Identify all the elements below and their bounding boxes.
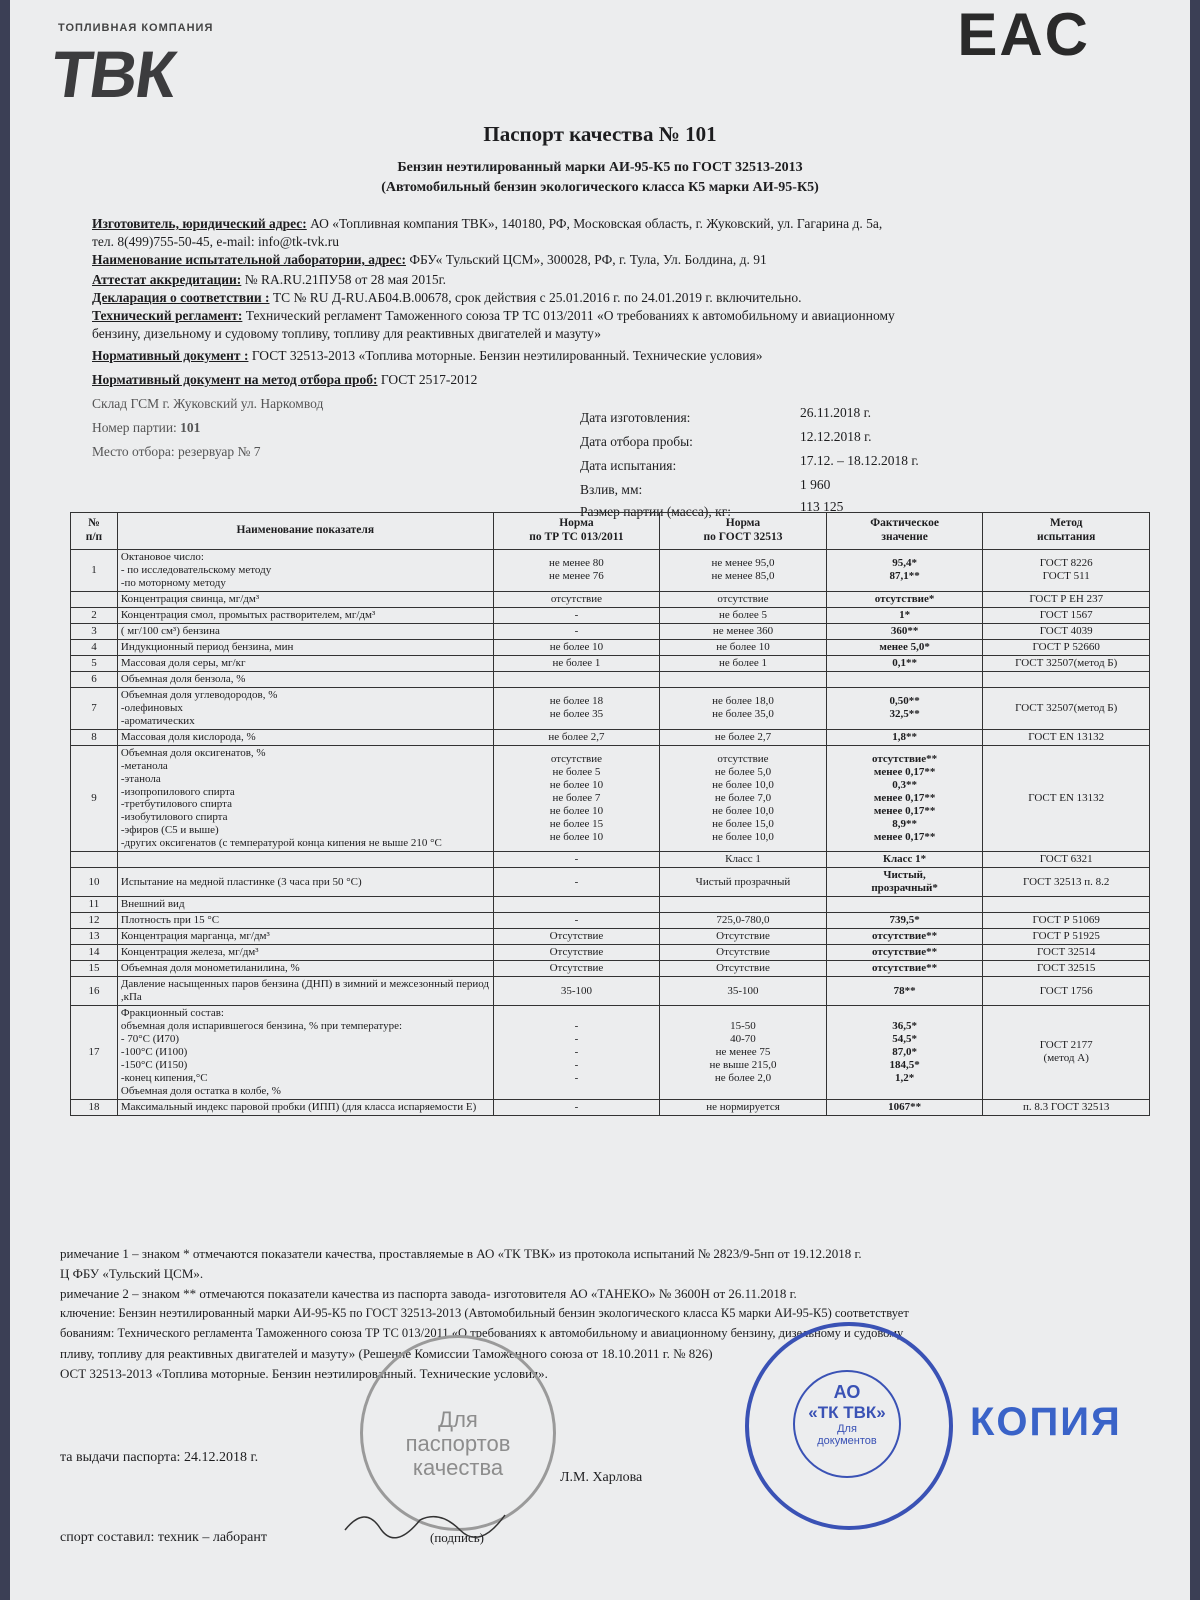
cell-indicator: Объемная доля оксигенатов, % -метанола -этанола -изопропилового спирта -третбутилового спирта -изобутилового спирта -эфиров (С5 и выше) -других оксигенатов (с температурой конца кипения не выше 210 °С — [117, 745, 493, 852]
table-row — [71, 977, 1150, 1006]
place-line — [92, 444, 261, 460]
cell-method — [983, 897, 1150, 913]
cell-number: 8 — [71, 729, 118, 745]
cell-actual: отсутствие** менее 0,17** 0,3** менее 0,17** менее 0,17** 8,9** менее 0,17** — [826, 745, 983, 852]
manufacturer-value: АО «Топливная компания ТВК», 140180, РФ, Московская область, г. Жуковский, ул. Гагарина д. 5а, — [306, 216, 883, 231]
cell-method: ГОСТ 2177 (метод А) — [983, 1006, 1150, 1100]
table-row — [71, 729, 1150, 745]
cell-indicator: Массовая доля серы, мг/кг — [117, 655, 493, 671]
table-body — [71, 550, 1150, 1116]
lab-value: ФБУ« Тульский ЦСМ», 300028, РФ, г. Тула, Ул. Болдина, д. 91 — [405, 252, 767, 267]
regulation-label: Технический регламент: — [92, 308, 243, 323]
normative-value: ГОСТ 32513-2013 «Топлива моторные. Бензин неэтилированный. Технические условия» — [248, 348, 763, 363]
blue-stamp-line-2: «ТК ТВК» — [808, 1403, 886, 1422]
logo-subtitle: ТОПЛИВНАЯ КОМПАНИЯ — [58, 22, 214, 34]
meta-value-manufacture-date: 26.11.2018 г. — [800, 405, 872, 420]
cell-actual — [826, 671, 983, 687]
cell-actual: 95,4* 87,1** — [826, 550, 983, 592]
cell-norm-tr: - — [493, 607, 660, 623]
cell-norm-tr: - — [493, 623, 660, 639]
cell-norm-gost: не более 1 — [660, 655, 827, 671]
cell-norm-tr: - — [493, 852, 660, 868]
cell-norm-gost: не нормируется — [660, 1099, 827, 1115]
cell-norm-tr: не более 1 — [493, 655, 660, 671]
cell-actual: 1* — [826, 607, 983, 623]
sampling-line — [92, 372, 477, 388]
header-actual: Фактическое значение — [826, 513, 983, 550]
cell-indicator: Массовая доля кислорода, % — [117, 729, 493, 745]
cell-actual: отсутствие** — [826, 929, 983, 945]
cell-method: ГОСТ Р ЕН 237 — [983, 591, 1150, 607]
cell-actual: 0,50** 32,5** — [826, 687, 983, 729]
cell-method: ГОСТ 6321 — [983, 852, 1150, 868]
cell-method: ГОСТ 32507(метод Б) — [983, 687, 1150, 729]
cell-indicator: Объемная доля монометиланилина, % — [117, 961, 493, 977]
header-norm-tr: Норма по ТР ТС 013/2011 — [493, 513, 660, 550]
cell-norm-tr: отсутствие — [493, 591, 660, 607]
sampling-value: ГОСТ 2517-2012 — [377, 372, 478, 387]
cell-actual: отсутствие** — [826, 945, 983, 961]
cell-actual: менее 5,0* — [826, 639, 983, 655]
meta-value-sampling-date: 12.12.2018 г. — [800, 429, 872, 444]
cell-norm-gost: не более 5 — [660, 607, 827, 623]
cell-actual: 1067** — [826, 1099, 983, 1115]
cell-norm-tr: - - - - - — [493, 1006, 660, 1100]
blue-stamp-center — [793, 1370, 901, 1478]
cell-method: ГОСТ EN 13132 — [983, 745, 1150, 852]
cell-norm-gost: Чистый прозрачный — [660, 868, 827, 897]
cell-indicator: Концентрация железа, мг/дм³ — [117, 945, 493, 961]
accreditation-line — [92, 272, 446, 288]
table-row — [71, 550, 1150, 592]
place-value: резервуар № 7 — [177, 444, 261, 459]
table-row — [71, 639, 1150, 655]
cell-number: 4 — [71, 639, 118, 655]
cell-norm-gost: Класс 1 — [660, 852, 827, 868]
cell-number: 2 — [71, 607, 118, 623]
batch-value: 101 — [180, 420, 201, 435]
cell-indicator: Объемная доля бензола, % — [117, 671, 493, 687]
table-row — [71, 607, 1150, 623]
subtitle-line-1: Бензин неэтилированный марки АИ-95-К5 по ГОСТ 32513-2013 — [397, 160, 803, 175]
grey-stamp-text: Для паспортов качества — [405, 1407, 511, 1481]
cell-norm-tr: отсутствие не более 5 не более 10 не более 7 не более 10 не более 15 не более 10 — [493, 745, 660, 852]
table-row — [71, 868, 1150, 897]
cell-actual: 1,8** — [826, 729, 983, 745]
cell-indicator: Индукционный период бензина, мин — [117, 639, 493, 655]
cell-method: ГОСТ Р 51925 — [983, 929, 1150, 945]
blue-stamp-line-3: Для документов — [817, 1423, 877, 1447]
cell-method: ГОСТ 32513 п. 8.2 — [983, 868, 1150, 897]
conclusion-line-2: бованиям: Технического регламента Таможенного союза ТР ТС 013/2011 «О требованиях к автомобильному и авиационному бензину, дизельному и судовому — [60, 1326, 904, 1340]
cell-actual — [826, 897, 983, 913]
table-row — [71, 1099, 1150, 1115]
conclusion-line-4: ОСТ 32513-2013 «Топлива моторные. Бензин неэтилированный. Технические условия». — [60, 1366, 548, 1381]
table-row — [71, 655, 1150, 671]
table-row — [71, 745, 1150, 852]
cell-indicator — [117, 852, 493, 868]
cell-actual: Чистый, прозрачный* — [826, 868, 983, 897]
note-1: римечание 1 – знаком * отмечаются показатели качества, проставляемые в АО «ТК ТВК» из протокола испытаний № 2823/9-5нп от 19.12.2018 г. — [60, 1246, 862, 1261]
cell-method: ГОСТ 32514 — [983, 945, 1150, 961]
cell-indicator: Внешний вид — [117, 897, 493, 913]
cell-norm-gost: не менее 95,0 не менее 85,0 — [660, 550, 827, 592]
cell-number: 15 — [71, 961, 118, 977]
document-sheet — [10, 0, 1190, 1600]
table-row — [71, 1006, 1150, 1100]
cell-indicator: Плотность при 15 °С — [117, 913, 493, 929]
cell-indicator: Давление насыщенных паров бензина (ДНП) в зимний и межсезонный период ,кПа — [117, 977, 493, 1006]
cell-norm-tr: не более 18 не более 35 — [493, 687, 660, 729]
regulation-line — [92, 308, 895, 324]
cell-norm-tr — [493, 897, 660, 913]
cell-indicator: Максимальный индекс паровой пробки (ИПП) (для класса испаряемости Е) — [117, 1099, 493, 1115]
meta-label-manufacture-date: Дата изготовления: — [580, 410, 691, 425]
composed-by: спорт составил: техник – лаборант — [60, 1530, 267, 1545]
cell-norm-gost: не более 10 — [660, 639, 827, 655]
cell-norm-gost: отсутствие — [660, 591, 827, 607]
cell-norm-gost: не менее 360 — [660, 623, 827, 639]
declaration-label: Декларация о соответствии : — [92, 290, 270, 305]
accreditation-label: Аттестат аккредитации: — [92, 272, 242, 287]
cell-norm-gost: Отсутствие — [660, 961, 827, 977]
table-row — [71, 623, 1150, 639]
cell-method: ГОСТ 1756 — [983, 977, 1150, 1006]
cell-actual: отсутствие** — [826, 961, 983, 977]
lab-line — [92, 252, 767, 268]
note-2: римечание 2 – знаком ** отмечаются показатели качества из паспорта завода- изготовителя АО «ТАНЕКО» № 3600Н от 26.11.2018 г. — [60, 1286, 797, 1301]
cell-number: 9 — [71, 745, 118, 852]
meta-label-test-date: Дата испытания: — [580, 458, 677, 473]
quality-table — [70, 512, 1150, 1116]
header-method: Метод испытания — [983, 513, 1150, 550]
cell-number: 10 — [71, 868, 118, 897]
cell-indicator: Концентрация марганца, мг/дм³ — [117, 929, 493, 945]
normative-line — [92, 348, 763, 364]
meta-label-batch-size: Размер партии (масса), кг: — [580, 504, 731, 519]
blue-stamp-line-1: АО — [833, 1382, 861, 1402]
cell-actual: 739,5* — [826, 913, 983, 929]
cell-number: 11 — [71, 897, 118, 913]
header-number: № п/п — [71, 513, 118, 550]
declaration-line — [92, 290, 801, 306]
table-row — [71, 671, 1150, 687]
table-row — [71, 961, 1150, 977]
table-header-row — [71, 513, 1150, 550]
batch-line — [92, 420, 200, 436]
meta-label-sampling-date: Дата отбора пробы: — [580, 434, 693, 449]
cell-norm-tr: не более 2,7 — [493, 729, 660, 745]
conclusion-line-3: пливу, топливу для реактивных двигателей и мазуту» (Решение Комиссии Таможенного союза от 18.10.2011 г. № 826) — [60, 1346, 713, 1361]
cell-norm-gost: 725,0-780,0 — [660, 913, 827, 929]
cell-actual: 36,5* 54,5* 87,0* 184,5* 1,2* — [826, 1006, 983, 1100]
cell-norm-tr: не менее 80 не менее 76 — [493, 550, 660, 592]
cell-norm-tr: - — [493, 868, 660, 897]
table-row — [71, 591, 1150, 607]
cell-norm-tr: 35-100 — [493, 977, 660, 1006]
header-norm-gost: Норма по ГОСТ 32513 — [660, 513, 827, 550]
cell-actual: 78** — [826, 977, 983, 1006]
logo-mark: ТВК — [46, 37, 180, 111]
cell-method: ГОСТ 32515 — [983, 961, 1150, 977]
cell-method — [983, 671, 1150, 687]
cell-number — [71, 591, 118, 607]
declaration-value: ТС № RU Д-RU.АБ04.В.00678, срок действия с 25.01.2016 г. по 24.01.2019 г. включительно. — [269, 290, 802, 305]
cell-norm-tr: Отсутствие — [493, 961, 660, 977]
manufacturer-label: Изготовитель, юридический адрес: — [92, 216, 307, 231]
meta-label-level: Взлив, мм: — [580, 482, 643, 497]
meta-value-batch-size: 113 125 — [800, 499, 844, 514]
manufacturer-line — [92, 216, 882, 232]
cell-number: 6 — [71, 671, 118, 687]
conclusion-line: ключение: Бензин неэтилированный марки АИ-95-К5 по ГОСТ 32513-2013 (Автомобильный бензин экологического класса К5 марки АИ-95-К5) соответствует — [60, 1306, 909, 1320]
cell-method: ГОСТ EN 13132 — [983, 729, 1150, 745]
meta-value-test-date: 17.12. – 18.12.2018 г. — [800, 453, 919, 468]
cell-actual: отсутствие* — [826, 591, 983, 607]
accreditation-value: № RA.RU.21ПУ58 от 28 мая 2015г. — [241, 272, 447, 287]
cell-indicator: Концентрация смол, промытых растворителем, мг/дм³ — [117, 607, 493, 623]
company-logo — [46, 22, 292, 112]
subtitle-line-2: (Автомобильный бензин экологического класса К5 марки АИ-95-К5) — [381, 180, 819, 195]
warehouse-line: Склад ГСМ г. Жуковский ул. Наркомвод — [92, 396, 324, 411]
cell-norm-gost: Отсутствие — [660, 945, 827, 961]
cell-number: 3 — [71, 623, 118, 639]
batch-label: Номер партии: — [92, 420, 181, 435]
phone-line: тел. 8(499)755-50-45, e-mail: info@tk-tvk.ru — [92, 234, 340, 249]
cell-indicator: Октановое число: - по исследовательскому методу -по моторному методу — [117, 550, 493, 592]
cell-norm-tr: Отсутствие — [493, 929, 660, 945]
cell-indicator: Испытание на медной пластинке (3 часа при 50 °С) — [117, 868, 493, 897]
place-label: Место отбора: — [92, 444, 178, 459]
cell-norm-tr: - — [493, 913, 660, 929]
cell-norm-gost: 35-100 — [660, 977, 827, 1006]
cell-method: п. 8.3 ГОСТ 32513 — [983, 1099, 1150, 1115]
cell-norm-gost: не более 2,7 — [660, 729, 827, 745]
copy-mark: КОПИЯ — [970, 1400, 1122, 1444]
cell-indicator: ( мг/100 см³) бензина — [117, 623, 493, 639]
regulation-value: Технический регламент Таможенного союза ТР ТС 013/2011 «О требованиях к автомобильному и авиационному — [242, 308, 895, 323]
cell-indicator: Фракционный состав: объемная доля испарившегося бензина, % при температуре: - 70°С (И70) -100°С (И100) -150°С (И150) -конец кипения,°С Объемная доля остатка в колбе, % — [117, 1006, 493, 1100]
cell-indicator: Концентрация свинца, мг/дм³ — [117, 591, 493, 607]
cell-norm-gost — [660, 897, 827, 913]
cell-number: 13 — [71, 929, 118, 945]
issue-date: та выдачи паспорта: 24.12.2018 г. — [60, 1450, 259, 1465]
eac-mark: EAC — [957, 1, 1090, 68]
cell-norm-gost: Отсутствие — [660, 929, 827, 945]
note-1-cont: Ц ФБУ «Тульский ЦСМ». — [60, 1266, 204, 1281]
cell-method: ГОСТ 1567 — [983, 607, 1150, 623]
table-row — [71, 945, 1150, 961]
sampling-label: Нормативный документ на метод отбора проб: — [92, 372, 378, 387]
cell-number: 14 — [71, 945, 118, 961]
signature-scribble — [340, 1500, 510, 1540]
regulation-continuation: бензину, дизельному и судовому топливу, топливу для реактивных двигателей и мазуту» — [92, 326, 601, 341]
cell-number: 5 — [71, 655, 118, 671]
cell-actual: Класс 1* — [826, 852, 983, 868]
cell-method: ГОСТ Р 51069 — [983, 913, 1150, 929]
cell-number: 18 — [71, 1099, 118, 1115]
lab-label: Наименование испытательной лаборатории, адрес: — [92, 252, 406, 267]
cell-number: 1 — [71, 550, 118, 592]
cell-method: ГОСТ 8226 ГОСТ 511 — [983, 550, 1150, 592]
document-title: Паспорт качества № 101 — [483, 122, 717, 146]
cell-number: 17 — [71, 1006, 118, 1100]
cell-number: 7 — [71, 687, 118, 729]
cell-actual: 0,1** — [826, 655, 983, 671]
cell-norm-gost: не более 18,0 не более 35,0 — [660, 687, 827, 729]
meta-value-level: 1 960 — [800, 477, 831, 492]
cell-indicator: Объемная доля углеводородов, % -олефиновых -ароматических — [117, 687, 493, 729]
cell-norm-tr: не более 10 — [493, 639, 660, 655]
cell-number — [71, 852, 118, 868]
cell-norm-tr — [493, 671, 660, 687]
table-row — [71, 852, 1150, 868]
cell-number: 16 — [71, 977, 118, 1006]
cell-method: ГОСТ 32507(метод Б) — [983, 655, 1150, 671]
cell-method: ГОСТ 4039 — [983, 623, 1150, 639]
blue-stamp — [745, 1322, 953, 1530]
cell-number: 12 — [71, 913, 118, 929]
signature-caption: (подпись) — [430, 1530, 484, 1545]
cell-norm-gost: отсутствие не более 5,0 не более 10,0 не более 7,0 не более 10,0 не более 15,0 не более 10,0 — [660, 745, 827, 852]
cell-method: ГОСТ Р 52660 — [983, 639, 1150, 655]
table-row — [71, 913, 1150, 929]
cell-norm-tr: - — [493, 1099, 660, 1115]
table-row — [71, 897, 1150, 913]
header-indicator: Наименование показателя — [117, 513, 493, 550]
cell-norm-gost: 15-50 40-70 не менее 75 не выше 215,0 не более 2,0 — [660, 1006, 827, 1100]
normative-label: Нормативный документ : — [92, 348, 249, 363]
signer-name: Л.М. Харлова — [560, 1470, 643, 1485]
cell-norm-tr: Отсутствие — [493, 945, 660, 961]
cell-actual: 360** — [826, 623, 983, 639]
table-row — [71, 687, 1150, 729]
cell-norm-gost — [660, 671, 827, 687]
table-row — [71, 929, 1150, 945]
